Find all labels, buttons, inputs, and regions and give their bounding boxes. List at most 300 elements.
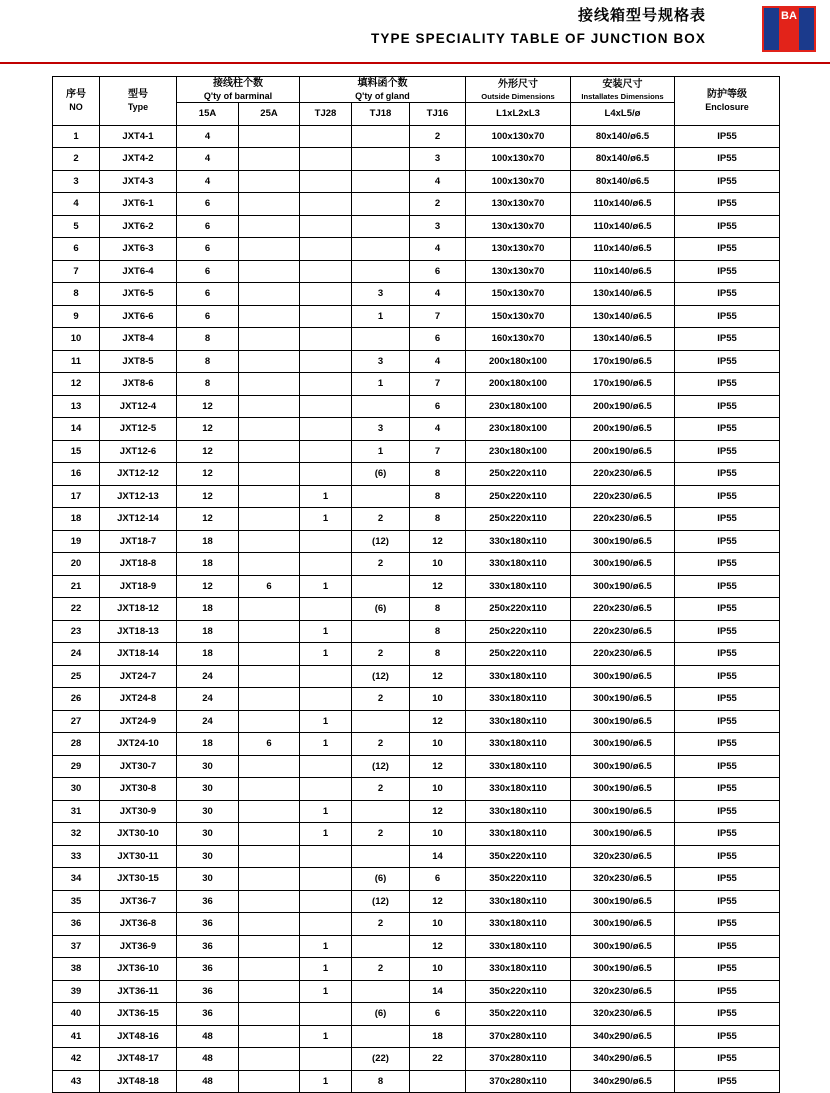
cell-a15: 6: [177, 238, 239, 261]
table-row: [53, 890, 780, 913]
cell-install: 110x140/ø6.5: [571, 215, 675, 238]
cell-tj16: 8: [410, 485, 466, 508]
cell-tj16: 8: [410, 598, 466, 621]
cell-a25: [239, 620, 300, 643]
cell-outside: 350x220x110: [466, 868, 571, 891]
cell-no: 7: [53, 260, 100, 283]
cell-enclosure: IP55: [675, 395, 780, 418]
cell-outside: 330x180x110: [466, 665, 571, 688]
cell-no: 15: [53, 440, 100, 463]
table-body: [53, 125, 780, 1093]
cell-enclosure: IP55: [675, 418, 780, 441]
cell-no: 24: [53, 643, 100, 666]
cell-tj18: (6): [352, 1003, 410, 1026]
cell-tj18: [352, 238, 410, 261]
cell-tj18: [352, 935, 410, 958]
table-row: [53, 710, 780, 733]
cell-install: 300x190/ø6.5: [571, 778, 675, 801]
cell-tj18: [352, 148, 410, 171]
header-install-group: [571, 77, 675, 103]
cell-outside: 230x180x100: [466, 440, 571, 463]
table-header: [53, 77, 780, 126]
cell-install: 300x190/ø6.5: [571, 755, 675, 778]
cell-no: 10: [53, 328, 100, 351]
cell-enclosure: IP55: [675, 553, 780, 576]
cell-install: 300x190/ø6.5: [571, 665, 675, 688]
cell-a25: [239, 170, 300, 193]
cell-type: JXT18-7: [100, 530, 177, 553]
table-row: [53, 395, 780, 418]
cell-outside: 250x220x110: [466, 598, 571, 621]
cell-install: 130x140/ø6.5: [571, 328, 675, 351]
header-install-cn: 安装尺寸: [602, 78, 643, 90]
cell-no: 3: [53, 170, 100, 193]
cell-a25: [239, 553, 300, 576]
cell-install: 320x230/ø6.5: [571, 845, 675, 868]
cell-tj18: 1: [352, 440, 410, 463]
cell-no: 37: [53, 935, 100, 958]
cell-outside: 130x130x70: [466, 260, 571, 283]
cell-tj16: 14: [410, 980, 466, 1003]
cell-a25: [239, 778, 300, 801]
cell-install: 300x190/ø6.5: [571, 890, 675, 913]
table-row: [53, 530, 780, 553]
cell-enclosure: IP55: [675, 733, 780, 756]
cell-no: 18: [53, 508, 100, 531]
cell-type: JXT30-8: [100, 778, 177, 801]
cell-install: 80x140/ø6.5: [571, 125, 675, 148]
cell-outside: 370x280x110: [466, 1048, 571, 1071]
cell-install: 320x230/ø6.5: [571, 1003, 675, 1026]
cell-no: 34: [53, 868, 100, 891]
table-row: [53, 1048, 780, 1071]
cell-enclosure: IP55: [675, 530, 780, 553]
cell-a25: [239, 238, 300, 261]
cell-type: JXT36-15: [100, 1003, 177, 1026]
cell-a15: 6: [177, 305, 239, 328]
cell-install: 300x190/ø6.5: [571, 553, 675, 576]
cell-no: 35: [53, 890, 100, 913]
cell-a15: 12: [177, 440, 239, 463]
cell-install: 320x230/ø6.5: [571, 868, 675, 891]
spec-table-container: [52, 76, 779, 1093]
cell-a15: 36: [177, 958, 239, 981]
cell-a25: [239, 1003, 300, 1026]
table-row: [53, 733, 780, 756]
cell-type: JXT12-4: [100, 395, 177, 418]
cell-type: JXT6-4: [100, 260, 177, 283]
cell-install: 300x190/ø6.5: [571, 958, 675, 981]
cell-a25: [239, 328, 300, 351]
table-row: [53, 418, 780, 441]
table-row: [53, 1025, 780, 1048]
subheader-outside-dims: L1xL2xL3: [466, 103, 571, 126]
cell-tj28: [300, 688, 352, 711]
cell-type: JXT48-17: [100, 1048, 177, 1071]
cell-tj28: [300, 148, 352, 171]
cell-tj28: 1: [300, 575, 352, 598]
cell-type: JXT36-11: [100, 980, 177, 1003]
cell-tj18: [352, 800, 410, 823]
cell-tj18: 2: [352, 823, 410, 846]
cell-type: JXT12-5: [100, 418, 177, 441]
cell-tj18: 1: [352, 373, 410, 396]
header-no: [53, 77, 100, 126]
cell-a15: 36: [177, 913, 239, 936]
cell-a15: 12: [177, 575, 239, 598]
cell-type: JXT30-9: [100, 800, 177, 823]
table-row: [53, 868, 780, 891]
cell-a15: 36: [177, 1003, 239, 1026]
cell-enclosure: IP55: [675, 328, 780, 351]
cell-type: JXT6-5: [100, 283, 177, 306]
cell-outside: 250x220x110: [466, 620, 571, 643]
header-type: [100, 77, 177, 126]
cell-a25: [239, 845, 300, 868]
header-terminal-cn: 接线柱个数: [213, 78, 263, 89]
cell-no: 40: [53, 1003, 100, 1026]
cell-tj28: 1: [300, 1070, 352, 1093]
cell-install: 200x190/ø6.5: [571, 395, 675, 418]
cell-install: 220x230/ø6.5: [571, 620, 675, 643]
cell-tj16: 3: [410, 148, 466, 171]
cell-a25: [239, 1048, 300, 1071]
cell-enclosure: IP55: [675, 598, 780, 621]
cell-tj18: (6): [352, 868, 410, 891]
cell-a25: [239, 913, 300, 936]
page-title-en: TYPE SPECIALITY TABLE OF JUNCTION BOX: [371, 31, 706, 46]
cell-outside: 200x180x100: [466, 373, 571, 396]
cell-install: 80x140/ø6.5: [571, 170, 675, 193]
cell-type: JXT18-13: [100, 620, 177, 643]
cell-tj28: [300, 373, 352, 396]
cell-a25: [239, 350, 300, 373]
cell-a25: [239, 148, 300, 171]
header-gland-cn: 填料函个数: [357, 78, 408, 89]
cell-tj16: 12: [410, 890, 466, 913]
header-outside-en: Outside Dimensions: [481, 91, 555, 101]
cell-no: 39: [53, 980, 100, 1003]
cell-type: JXT30-11: [100, 845, 177, 868]
cell-enclosure: IP55: [675, 890, 780, 913]
table-row: [53, 1003, 780, 1026]
cell-tj28: 1: [300, 620, 352, 643]
cell-tj16: 12: [410, 935, 466, 958]
cell-tj16: 10: [410, 958, 466, 981]
table-row: [53, 148, 780, 171]
cell-a15: 4: [177, 170, 239, 193]
cell-a25: [239, 485, 300, 508]
cell-tj18: 3: [352, 283, 410, 306]
cell-type: JXT4-2: [100, 148, 177, 171]
cell-no: 41: [53, 1025, 100, 1048]
cell-outside: 350x220x110: [466, 845, 571, 868]
cell-no: 38: [53, 958, 100, 981]
cell-tj18: 2: [352, 553, 410, 576]
cell-a25: [239, 373, 300, 396]
cell-no: 16: [53, 463, 100, 486]
cell-a15: 36: [177, 935, 239, 958]
cell-a25: [239, 980, 300, 1003]
cell-install: 300x190/ø6.5: [571, 530, 675, 553]
cell-enclosure: IP55: [675, 1025, 780, 1048]
table-row: [53, 305, 780, 328]
cell-enclosure: IP55: [675, 800, 780, 823]
cell-a25: [239, 688, 300, 711]
cell-a15: 30: [177, 755, 239, 778]
cell-type: JXT30-15: [100, 868, 177, 891]
cell-tj16: 7: [410, 305, 466, 328]
cell-outside: 330x180x110: [466, 958, 571, 981]
cell-outside: 230x180x100: [466, 395, 571, 418]
table-row: [53, 170, 780, 193]
cell-tj28: [300, 260, 352, 283]
cell-no: 32: [53, 823, 100, 846]
table-row: [53, 935, 780, 958]
cell-install: 300x190/ø6.5: [571, 575, 675, 598]
cell-install: 300x190/ø6.5: [571, 935, 675, 958]
cell-no: 43: [53, 1070, 100, 1093]
cell-tj16: 10: [410, 733, 466, 756]
cell-type: JXT8-6: [100, 373, 177, 396]
cell-a15: 12: [177, 508, 239, 531]
cell-a15: 12: [177, 485, 239, 508]
table-row: [53, 755, 780, 778]
cell-no: 23: [53, 620, 100, 643]
cell-tj16: 6: [410, 868, 466, 891]
cell-tj16: 8: [410, 463, 466, 486]
cell-a15: 6: [177, 215, 239, 238]
cell-tj18: [352, 620, 410, 643]
cell-a25: [239, 283, 300, 306]
cell-tj28: [300, 238, 352, 261]
cell-tj16: 4: [410, 418, 466, 441]
cell-tj18: 2: [352, 913, 410, 936]
table-row: [53, 845, 780, 868]
cell-tj16: 10: [410, 688, 466, 711]
cell-tj16: 14: [410, 845, 466, 868]
cell-tj28: 1: [300, 935, 352, 958]
cell-install: 300x190/ø6.5: [571, 710, 675, 733]
cell-type: JXT30-10: [100, 823, 177, 846]
header-enclosure-en: Enclosure: [705, 102, 749, 113]
cell-tj18: (12): [352, 755, 410, 778]
cell-a15: 8: [177, 373, 239, 396]
header-type-en: Type: [127, 102, 149, 113]
cell-tj18: [352, 395, 410, 418]
cell-a25: [239, 530, 300, 553]
cell-install: 220x230/ø6.5: [571, 643, 675, 666]
cell-type: JXT18-14: [100, 643, 177, 666]
table-row: [53, 823, 780, 846]
cell-install: 300x190/ø6.5: [571, 913, 675, 936]
cell-tj28: 1: [300, 958, 352, 981]
cell-enclosure: IP55: [675, 373, 780, 396]
cell-install: 220x230/ø6.5: [571, 598, 675, 621]
cell-a15: 18: [177, 643, 239, 666]
cell-a15: 36: [177, 980, 239, 1003]
cell-tj28: 1: [300, 733, 352, 756]
cell-no: 26: [53, 688, 100, 711]
cell-type: JXT12-14: [100, 508, 177, 531]
cell-tj16: 22: [410, 1048, 466, 1071]
cell-a25: [239, 1070, 300, 1093]
cell-a25: [239, 710, 300, 733]
cell-enclosure: IP55: [675, 1003, 780, 1026]
table-row: [53, 958, 780, 981]
cell-tj16: 7: [410, 373, 466, 396]
cell-enclosure: IP55: [675, 170, 780, 193]
cell-type: JXT48-16: [100, 1025, 177, 1048]
cell-a15: 48: [177, 1048, 239, 1071]
cell-enclosure: IP55: [675, 688, 780, 711]
cell-tj28: [300, 598, 352, 621]
cell-type: JXT24-8: [100, 688, 177, 711]
cell-no: 1: [53, 125, 100, 148]
logo-blue-right-bar: [799, 8, 814, 50]
cell-enclosure: IP55: [675, 755, 780, 778]
cell-tj18: (6): [352, 598, 410, 621]
cell-tj28: [300, 350, 352, 373]
cell-a25: [239, 643, 300, 666]
cell-tj28: [300, 395, 352, 418]
cell-tj28: [300, 778, 352, 801]
cell-no: 29: [53, 755, 100, 778]
cell-no: 11: [53, 350, 100, 373]
cell-a15: 12: [177, 418, 239, 441]
cell-outside: 330x180x110: [466, 913, 571, 936]
table-row: [53, 463, 780, 486]
cell-no: 19: [53, 530, 100, 553]
cell-tj28: [300, 845, 352, 868]
cell-type: JXT6-6: [100, 305, 177, 328]
cell-tj18: [352, 710, 410, 733]
cell-a25: [239, 935, 300, 958]
cell-no: 14: [53, 418, 100, 441]
cell-type: JXT6-1: [100, 193, 177, 216]
cell-tj18: (22): [352, 1048, 410, 1071]
cell-a25: [239, 215, 300, 238]
cell-outside: 330x180x110: [466, 733, 571, 756]
cell-tj28: [300, 215, 352, 238]
cell-tj28: [300, 1048, 352, 1071]
cell-type: JXT12-12: [100, 463, 177, 486]
cell-tj28: [300, 868, 352, 891]
cell-tj16: 8: [410, 620, 466, 643]
cell-a25: [239, 598, 300, 621]
table-row: [53, 283, 780, 306]
cell-a15: 24: [177, 710, 239, 733]
cell-tj18: 2: [352, 958, 410, 981]
header-outside-group: [466, 77, 571, 103]
cell-install: 170x190/ø6.5: [571, 350, 675, 373]
cell-no: 8: [53, 283, 100, 306]
cell-enclosure: IP55: [675, 148, 780, 171]
cell-enclosure: IP55: [675, 845, 780, 868]
cell-tj16: 2: [410, 125, 466, 148]
cell-tj18: [352, 328, 410, 351]
cell-enclosure: IP55: [675, 980, 780, 1003]
cell-enclosure: IP55: [675, 508, 780, 531]
cell-a15: 30: [177, 868, 239, 891]
cell-no: 28: [53, 733, 100, 756]
cell-tj16: 10: [410, 778, 466, 801]
cell-no: 6: [53, 238, 100, 261]
table-row: [53, 620, 780, 643]
cell-tj28: [300, 283, 352, 306]
table-row: [53, 665, 780, 688]
cell-tj18: [352, 980, 410, 1003]
cell-outside: 330x180x110: [466, 778, 571, 801]
cell-a25: [239, 260, 300, 283]
cell-a25: [239, 958, 300, 981]
cell-tj28: [300, 755, 352, 778]
cell-install: 110x140/ø6.5: [571, 260, 675, 283]
cell-a15: 6: [177, 283, 239, 306]
cell-enclosure: IP55: [675, 193, 780, 216]
cell-tj18: 2: [352, 508, 410, 531]
cell-tj28: 1: [300, 485, 352, 508]
cell-tj18: 2: [352, 643, 410, 666]
cell-tj18: 3: [352, 418, 410, 441]
cell-tj18: [352, 215, 410, 238]
cell-tj16: 6: [410, 395, 466, 418]
table-row: [53, 238, 780, 261]
cell-a15: 24: [177, 665, 239, 688]
cell-no: 9: [53, 305, 100, 328]
cell-tj18: [352, 845, 410, 868]
cell-a25: [239, 440, 300, 463]
cell-a15: 30: [177, 823, 239, 846]
cell-install: 340x290/ø6.5: [571, 1070, 675, 1093]
cell-a15: 30: [177, 800, 239, 823]
cell-type: JXT6-3: [100, 238, 177, 261]
cell-type: JXT18-8: [100, 553, 177, 576]
cell-install: 320x230/ø6.5: [571, 980, 675, 1003]
cell-type: JXT24-9: [100, 710, 177, 733]
logo-glyph-text: BA: [781, 10, 797, 22]
cell-a15: 24: [177, 688, 239, 711]
header-gland-en: Q'ty of gland: [355, 91, 410, 101]
cell-tj16: 6: [410, 1003, 466, 1026]
cell-tj18: [352, 260, 410, 283]
cell-tj16: 4: [410, 238, 466, 261]
cell-tj28: 1: [300, 823, 352, 846]
cell-no: 42: [53, 1048, 100, 1071]
cell-a25: [239, 395, 300, 418]
cell-tj28: [300, 328, 352, 351]
cell-tj16: 12: [410, 575, 466, 598]
cell-a25: 6: [239, 733, 300, 756]
cell-a15: 30: [177, 778, 239, 801]
cell-a25: [239, 890, 300, 913]
cell-enclosure: IP55: [675, 305, 780, 328]
cell-enclosure: IP55: [675, 778, 780, 801]
cell-enclosure: IP55: [675, 575, 780, 598]
cell-tj16: 6: [410, 260, 466, 283]
table-row: [53, 980, 780, 1003]
cell-tj28: [300, 530, 352, 553]
cell-enclosure: IP55: [675, 643, 780, 666]
cell-tj18: [352, 1025, 410, 1048]
table-row: [53, 193, 780, 216]
cell-tj16: 10: [410, 823, 466, 846]
cell-type: JXT24-10: [100, 733, 177, 756]
header-terminal-group: [177, 77, 300, 103]
cell-enclosure: IP55: [675, 868, 780, 891]
cell-tj18: [352, 485, 410, 508]
cell-a25: [239, 1025, 300, 1048]
